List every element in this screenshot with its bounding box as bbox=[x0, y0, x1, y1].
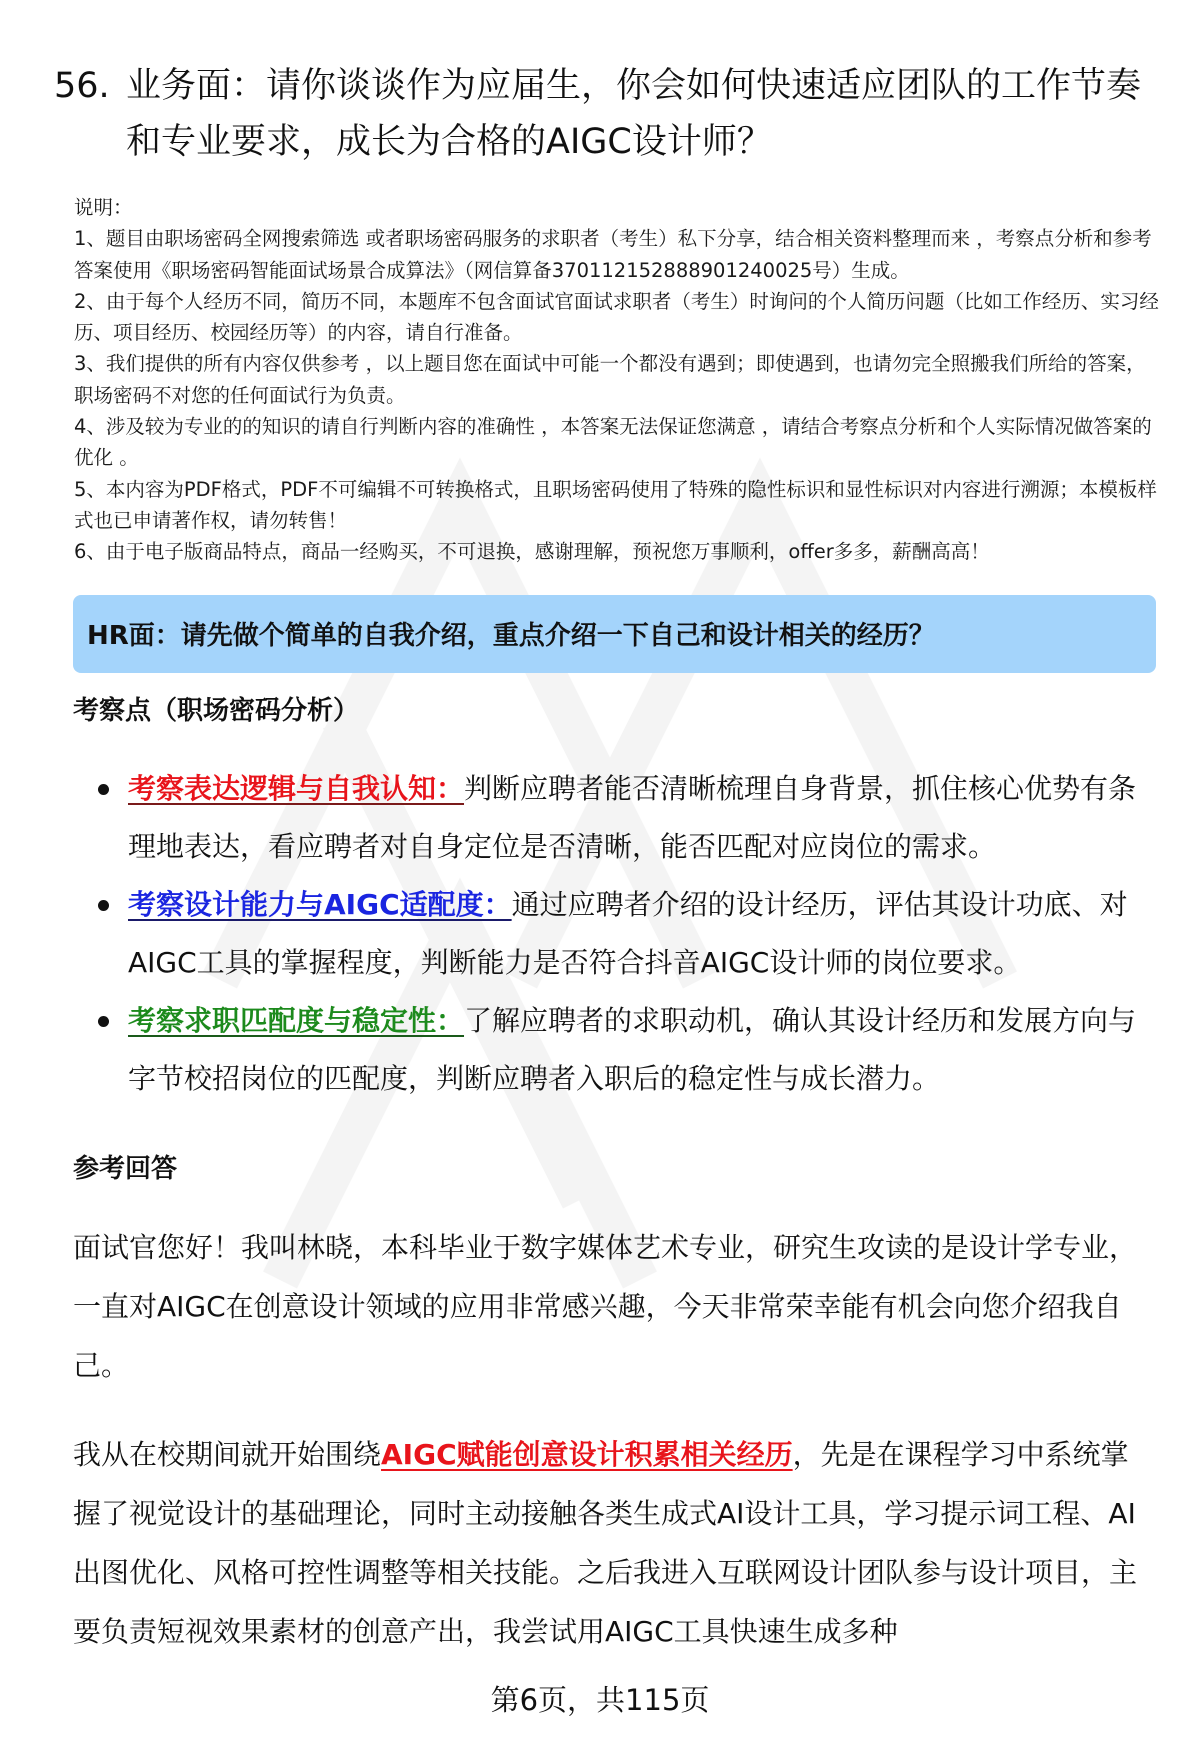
note-item: 4、涉及较为专业的的知识的请自行判断内容的准确性 ，本答案无法保证您满意 ，请结合考察点分析和个人实际情况做答案的优化 。 bbox=[74, 415, 1152, 470]
note-item: 2、由于每个人经历不同，简历不同，本题库不包含面试官面试求职者（考生）时询问的个人简历问题（比如工作经历、实习经历、项目经历、校园经历等）的内容，请自行准备。 bbox=[74, 289, 1159, 345]
analysis-point bbox=[98, 876, 1158, 992]
bullet-icon bbox=[98, 1016, 109, 1027]
hr-question-text: HR面：请先做个简单的自我介绍，重点介绍一下自己和设计相关的经历？ bbox=[87, 621, 935, 651]
question-number: 56. bbox=[54, 66, 110, 106]
disclaimer-notes bbox=[74, 192, 1164, 568]
answer-text: 我从在校期间就开始围绕 bbox=[73, 1438, 382, 1471]
hr-question-banner bbox=[73, 595, 1156, 673]
analysis-points bbox=[98, 760, 1158, 1108]
analysis-heading: 考察点（职场密码分析） bbox=[73, 696, 360, 726]
answer-highlight: AIGC赋能创意设计积累相关经历 bbox=[381, 1438, 793, 1471]
note-item: 5、本内容为PDF格式，PDF不可编辑不可转换格式，且职场密码使用了特殊的隐性标识和显性标识对内容进行溯源；本模板样式也已申请著作权，请勿转售！ bbox=[74, 477, 1157, 532]
note-item: 6、由于电子版商品特点，商品一经购买，不可退换，感谢理解，预祝您万事顺利，offer多多，薪酬高高！ bbox=[74, 540, 990, 564]
note-item: 3、我们提供的所有内容仅供参考 ，以上题目您在面试中可能一个都没有遇到；即使遇到，也请勿完全照搬我们所给的答案，职场密码不对您的任何面试行为负责。 bbox=[74, 352, 1146, 407]
analysis-point-key: 考察表达逻辑与自我认知： bbox=[128, 772, 465, 805]
answer-paragraph: 面试官您好！我叫林晓，本科毕业于数字媒体艺术专业，研究生攻读的是设计学专业，一直对AIGC在创意设计领域的应用非常感兴趣，今天非常荣幸能有机会向您介绍我自己。 bbox=[73, 1231, 1138, 1382]
analysis-point-text: 了解应聘者的求职动机，确认其设计经历和发展方向与字节校招岗位的匹配度，判断应聘者入职后的稳定性与成长潜力。 bbox=[128, 1004, 1137, 1095]
answer-heading: 参考回答 bbox=[73, 1154, 178, 1184]
analysis-point-text: 判断应聘者能否清晰梳理自身背景，抓住核心优势有条理地表达，看应聘者对自身定位是否清晰，能否匹配对应岗位的需求。 bbox=[128, 772, 1137, 863]
analysis-point-text: 通过应聘者介绍的设计经历，评估其设计功底、对AIGC工具的掌握程度，判断能力是否符合抖音AIGC设计师的岗位要求。 bbox=[128, 888, 1128, 979]
analysis-point-key: 考察求职匹配度与稳定性： bbox=[128, 1004, 465, 1037]
analysis-point bbox=[98, 760, 1158, 876]
page-number: 第6页，共115页 bbox=[490, 1683, 710, 1717]
notes-heading: 说明： bbox=[74, 196, 133, 219]
analysis-point bbox=[98, 992, 1158, 1108]
answer-text: ，先是在课程学习中系统掌握了视觉设计的基础理论，同时主动接触各类生成式AI设计工具，学习提示词工程、AI出图优化、风格可控性调整等相关技能。之后我进入互联网设计团队参与设计项目，主要负责短视效果素材的创意产出，我尝试用AIGC工具快速生成多种 bbox=[73, 1438, 1138, 1648]
analysis-point-key: 考察设计能力与AIGC适配度： bbox=[128, 888, 512, 921]
bullet-icon bbox=[98, 784, 109, 795]
question-title bbox=[54, 58, 1154, 170]
answer-paragraph bbox=[73, 1425, 1153, 1661]
bullet-icon bbox=[98, 900, 109, 911]
question-text: 业务面：请你谈谈作为应届生，你会如何快速适应团队的工作节奏和专业要求，成长为合格的AIGC设计师？ bbox=[126, 66, 1142, 162]
note-item: 1、题目由职场密码全网搜索筛选 或者职场密码服务的求职者（考生）私下分享，结合相关资料整理而来 ，考察点分析和参考答案使用《职场密码智能面试场景合成算法》（网信算备370112152888901240025号）生成。 bbox=[74, 227, 1152, 282]
